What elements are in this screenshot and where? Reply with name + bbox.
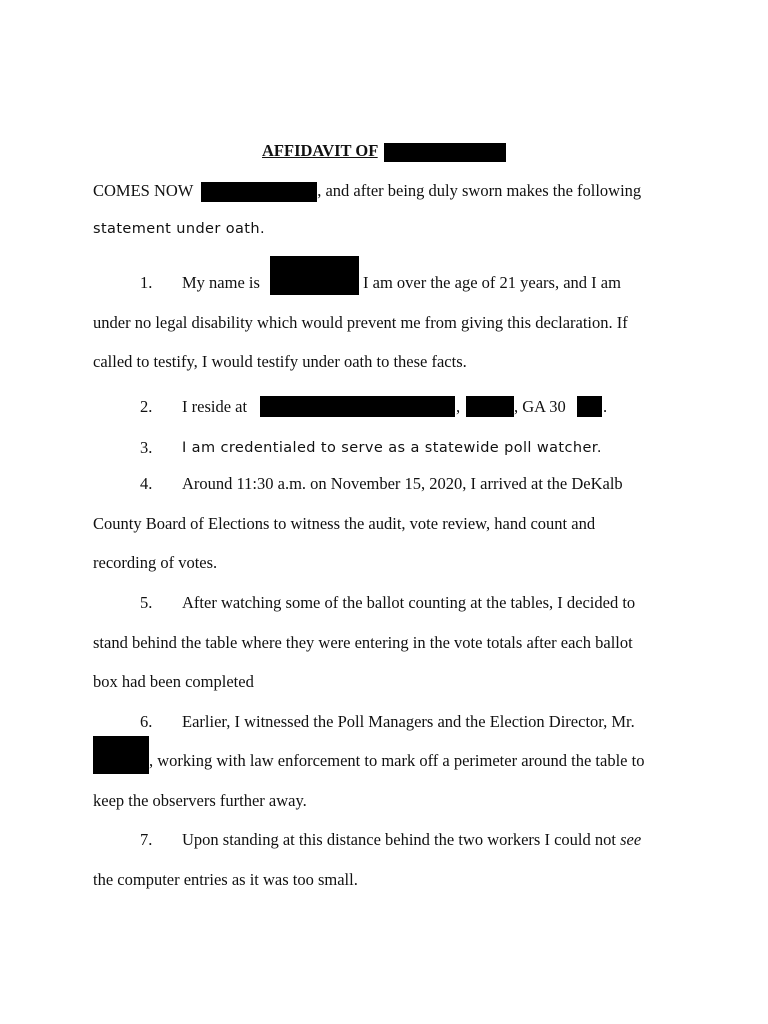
redaction-director-name <box>93 736 149 774</box>
item-number: 7. <box>140 830 153 849</box>
item-1-text-d: called to testify, I would testify under oath to these facts. <box>93 352 467 371</box>
item-6-text-a: Earlier, I witnessed the Poll Managers and the Election Director, Mr. <box>182 712 635 731</box>
item-number: 1. <box>140 273 153 292</box>
item-1-line-1b <box>363 273 621 293</box>
item-2-end <box>603 397 607 417</box>
period-text: . <box>603 397 608 416</box>
item-3-text-a: I am credentialed to serve as a statewide poll watcher. <box>182 440 602 456</box>
item-4-line-3 <box>93 553 217 573</box>
item-6-text-c: keep the observers further away. <box>93 791 307 810</box>
redaction-item-1-name <box>270 256 359 295</box>
intro-text-3: statement under oath. <box>93 221 265 237</box>
item-6-line-2 <box>149 751 644 771</box>
item-2-text-a: I reside at <box>182 397 248 416</box>
item-number: 6. <box>140 712 153 731</box>
title-text: AFFIDAVIT OF <box>262 141 378 160</box>
item-1-line-3 <box>93 352 467 372</box>
redaction-street-address <box>260 396 455 417</box>
item-1-text <box>182 273 260 293</box>
item-7-text-a: Upon standing at this distance behind the two workers I could not <box>182 830 616 849</box>
intro-text-1: COMES NOW <box>93 181 194 200</box>
item-7-text-b: the computer entries as it was too small. <box>93 870 358 889</box>
item-5-line-2 <box>93 633 633 653</box>
item-number: 5. <box>140 593 153 612</box>
item-number: 2. <box>140 397 153 416</box>
item-4-text-b: County Board of Elections to witness the audit, vote review, hand count and <box>93 514 596 533</box>
redaction-zip <box>577 396 602 417</box>
item-4-line-2 <box>93 514 595 534</box>
redaction-city <box>466 396 514 417</box>
item-7-text <box>182 830 641 850</box>
item-2-ga <box>514 397 566 417</box>
intro-line-1 <box>93 181 641 202</box>
item-number: 3. <box>140 438 153 457</box>
document-title <box>262 141 506 162</box>
item-1-text-c: under no legal disability which would prevent me from giving this declaration. If <box>93 313 628 332</box>
intro-line-2 <box>93 219 265 239</box>
item-number: 4. <box>140 474 153 493</box>
redaction-title-name <box>384 143 506 162</box>
item-6-line-3 <box>93 791 307 811</box>
intro-text-2: , and after being duly sworn makes the following <box>317 181 642 200</box>
item-5-text-c: box had been completed <box>93 672 254 691</box>
item-7-line-2 <box>93 870 358 890</box>
item-5-line-3 <box>93 672 254 692</box>
item-6-text-b: , working with law enforcement to mark off a perimeter around the table to <box>149 751 645 770</box>
item-1-text-b: I am over the age of 21 years, and I am <box>363 273 621 292</box>
item-7-emphasis: see <box>620 830 642 849</box>
item-4-text-c: recording of votes. <box>93 553 218 572</box>
item-1-line-2 <box>93 313 628 333</box>
item-5-text-b: stand behind the table where they were entering in the vote totals after each ballot <box>93 633 633 652</box>
comma-text: , <box>456 397 461 416</box>
item-1-text-a: My name is <box>182 273 260 292</box>
item-2-comma <box>456 397 460 417</box>
state-zip-text: , GA 30 <box>514 397 566 416</box>
item-5-text-a: After watching some of the ballot counting at the tables, I decided to <box>182 593 636 612</box>
redaction-intro-name <box>201 182 317 202</box>
item-4-text-a: Around 11:30 a.m. on November 15, 2020, I arrived at the DeKalb <box>182 474 623 493</box>
